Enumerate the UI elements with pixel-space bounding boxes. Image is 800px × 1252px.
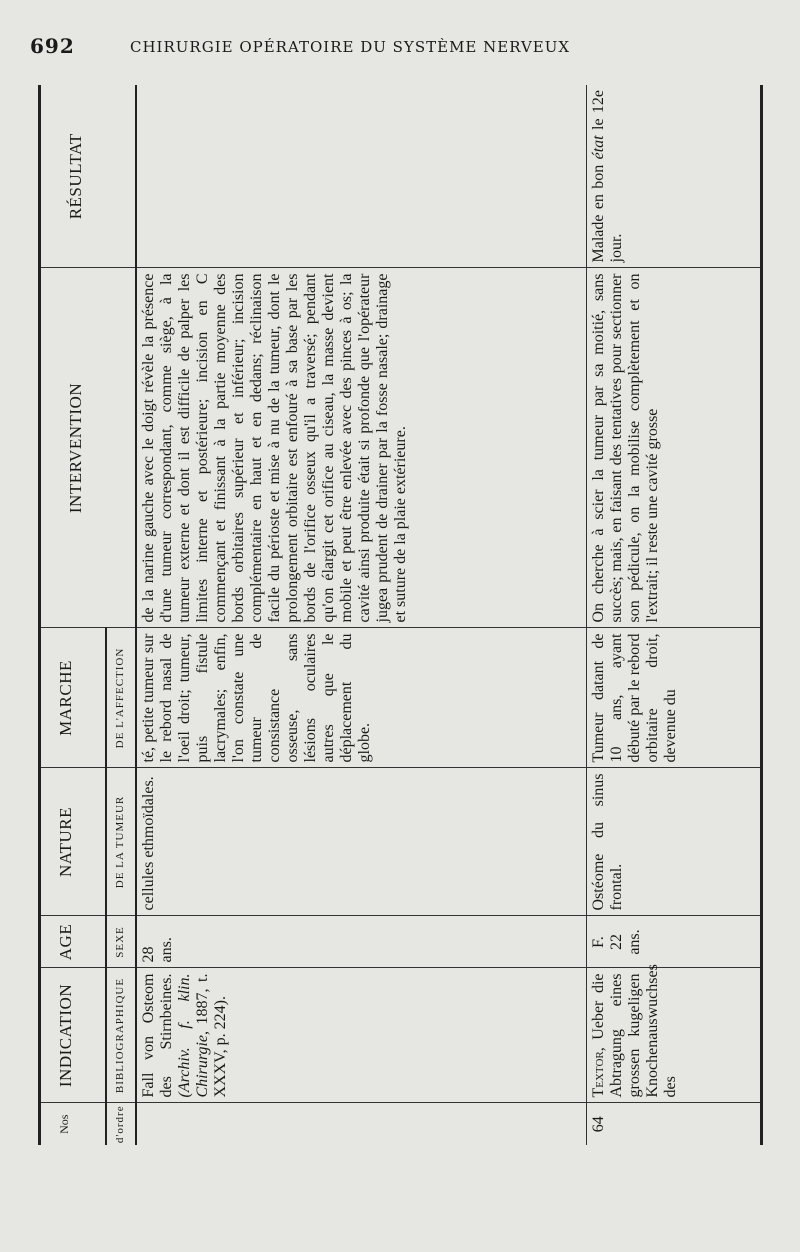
header-nature: NATURE <box>41 768 106 916</box>
case-table <box>38 85 763 1145</box>
header-numero: Nos <box>41 1103 106 1145</box>
row-marche: té, petite tumeur sur le rebord nasal de l'oeil droit; tumeur, puis fistule lacrymales; enfin, l'on constate une tumeur de consistance osseuse, sans lésions oculaires autres que le déplacement du globe. <box>136 628 586 768</box>
running-head <box>0 30 800 66</box>
row-age: 28 ans. <box>136 916 586 968</box>
row-indication: Fall von Osteom des Stirnbeines. (Archiv. f. klin. Chirurgie, 1887, t. XXXV, p. 224). <box>136 968 586 1103</box>
table-row <box>136 85 586 1145</box>
row-intervention: On cherche à scier la tumeur par sa moitié, sans succès; mais, en faisant des tentatives pour sectionner son pédicule, on la mobilise complètement et on l'extrait; il reste une cavité grosse <box>586 268 760 628</box>
subheader-tumeur: DE LA TUMEUR <box>106 768 136 916</box>
page-heading: CHIRURGIE OPÉRATOIRE DU SYSTÈME NERVEUX <box>130 38 571 56</box>
subheader-sexe: SEXE <box>106 916 136 968</box>
header-intervention: INTERVENTION <box>41 268 136 628</box>
row-age: F. 22 ans. <box>586 916 760 968</box>
header-indication: INDICATION <box>41 968 106 1103</box>
row-number <box>136 1103 586 1145</box>
subheader-bibliographique: BIBLIOGRAPHIQUE <box>106 968 136 1103</box>
row-resultat <box>136 85 586 268</box>
row-indication: Textor, Ueber die Abtragung eines grossen kugeligen Knochenauswuchses des <box>586 968 760 1103</box>
page-number: 692 <box>30 34 75 58</box>
row-nature: cellules ethmoïdales. <box>136 768 586 916</box>
subheader-affection: DE L'AFFECTION <box>106 628 136 768</box>
row-intervention: de la narine gauche avec le doigt révèle la présence d'une tumeur correspondant, comme siège, à la tumeur externe et dont il est difficile de palper les limites interne et postérieure; incision en C commençant et finissant à la partie moyenne des bords orbitaires supérieur et inférieur; incision complémentaire en haut et en dedans; réclinaison facile du périoste et mise à nu de la tumeur, dont le prolongement orbitaire est enfouré à sa base par les bords de l'orifice osseux qu'il a traversé; pendant qu'on élargit cet orifice au ciseau, la masse devient mobile et peut être enlevée avec des pinces à os; la cavité ainsi produite était si profonde que l'opérateur jugea prudent de drainer par la fosse nasale; drainage et suture de la plaie extérieure. <box>136 268 586 628</box>
header-resultat: RÉSULTAT <box>41 85 136 268</box>
row-number: 64 <box>586 1103 760 1145</box>
header-marche: MARCHE <box>41 628 106 768</box>
header-age: AGE <box>41 916 106 968</box>
row-resultat: Malade en bon état le 12e jour. <box>586 85 760 268</box>
row-nature: Ostéome du sinus frontal. <box>586 768 760 916</box>
row-marche: Tumeur datant de 10 ans, ayant débuté par le rebord orbitaire droit, devenue du <box>586 628 760 768</box>
subheader-ordre: d'ordre <box>106 1103 136 1145</box>
table-row <box>586 85 760 1145</box>
